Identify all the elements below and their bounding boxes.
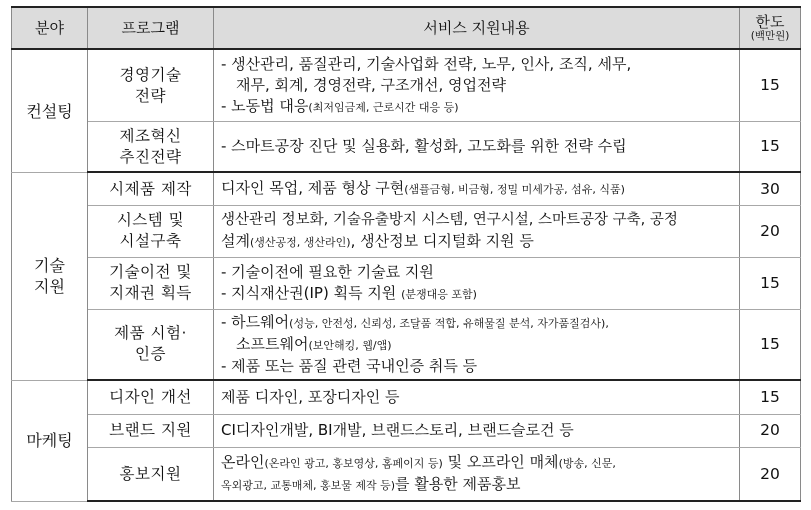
program-cell: [88, 309, 214, 380]
service-text: 설계: [221, 231, 250, 250]
table-row: [12, 257, 801, 309]
limit-value: 15: [740, 380, 801, 414]
service-note: (온라인 광고, 홍보영상, 홈페이지 등): [264, 457, 443, 471]
service-note: (분쟁대응 포함): [401, 287, 477, 301]
table-row: [12, 448, 801, 501]
program-cell: [88, 205, 214, 257]
service-text: - 제품 또는 품질 관련 국내인증 취득 등: [221, 356, 478, 375]
limit-value: 20: [740, 448, 801, 501]
program-label: 경영기술: [119, 65, 182, 84]
table-row: [12, 49, 801, 121]
field-tech: [12, 172, 88, 380]
table-row: [12, 172, 801, 205]
limit-value: 15: [740, 257, 801, 309]
field-consulting: 컨설팅: [12, 49, 88, 172]
limit-value: 20: [740, 414, 801, 448]
table-row: [12, 309, 801, 380]
service-cell: - 스마트공장 진단 및 실용화, 활성화, 고도화를 위한 전략 수립: [214, 121, 740, 172]
limit-value: 15: [740, 121, 801, 172]
service-text: 를 활용한 제품홍보: [395, 475, 521, 494]
service-text: 디자인 목업, 제품 형상 구현: [221, 179, 405, 198]
service-cell: [214, 448, 740, 501]
service-text: 온라인: [221, 453, 265, 472]
table-header-row: [12, 7, 801, 49]
service-text: - 지식재산권(IP) 획득 지원: [221, 283, 402, 302]
table-row: [12, 380, 801, 414]
service-cell: 제품 디자인, 포장디자인 등: [214, 380, 740, 414]
service-text: 생산관리 정보화, 기술유출방지 시스템, 연구시설, 스마트공장 구축, 공정: [221, 211, 678, 228]
header-field: 분야: [12, 7, 88, 49]
header-program: 프로그램: [88, 7, 214, 49]
program-cell: [88, 257, 214, 309]
service-note: (샘플금형, 비금형, 정밀 미세가공, 섬유, 식품): [404, 183, 625, 197]
service-cell: [214, 205, 740, 257]
program-cell: 홍보지원: [88, 448, 214, 501]
header-limit-unit: (백만원): [750, 30, 790, 43]
limit-value: 20: [740, 205, 801, 257]
program-label: 시스템 및: [116, 211, 185, 230]
service-cell: [214, 309, 740, 380]
program-label: 지재권 획득: [109, 284, 192, 303]
service-note: (성능, 안전성, 신뢰성, 조달품 적합, 유해물질 분석, 자가품질검사),: [289, 316, 609, 330]
table-row: [12, 414, 801, 448]
limit-value: 15: [740, 49, 801, 121]
service-note: 옥외광고, 교통매체, 홍보물 제작 등): [221, 479, 396, 493]
program-cell: [88, 49, 214, 121]
table-row: [12, 205, 801, 257]
service-text: - 생산관리, 품질관리, 기술사업화 전략, 노무, 인사, 조직, 세무,: [221, 54, 632, 73]
service-text: , 생산정보 디지털화 지원 등: [350, 231, 534, 250]
service-text: - 하드웨어: [221, 312, 290, 331]
program-label: 제조혁신: [119, 126, 182, 145]
service-text: 재무, 회계, 경영전략, 구조개선, 영업전략: [236, 75, 506, 94]
program-label: 추진전략: [119, 147, 182, 166]
service-text: - 기술이전에 필요한 기술료 지원: [221, 262, 434, 281]
program-label: 인증: [135, 345, 166, 364]
program-label: 기술이전 및: [109, 263, 192, 282]
program-cell: 시제품 제작: [88, 172, 214, 205]
program-label: 제품 시험·: [114, 324, 187, 343]
field-label: 지원: [34, 277, 65, 297]
support-program-table: [11, 6, 801, 502]
limit-value: 30: [740, 172, 801, 205]
program-cell: 디자인 개선: [88, 380, 214, 414]
service-text: - 노동법 대응: [221, 96, 309, 115]
service-cell: [214, 172, 740, 205]
program-label: 시설구축: [119, 232, 182, 251]
header-service: 서비스 지원내용: [214, 7, 740, 49]
header-limit: [740, 7, 801, 49]
program-label: 전략: [135, 86, 166, 105]
program-cell: [88, 121, 214, 172]
limit-value: 15: [740, 309, 801, 380]
service-text: 소프트웨어: [236, 334, 309, 353]
service-note: (생산공정, 생산라인): [249, 235, 351, 249]
service-note: (보안해킹, 웹/앱): [308, 338, 392, 352]
service-text: 및 오프라인 매체: [442, 453, 559, 472]
service-cell: CI디자인개발, BI개발, 브랜드스토리, 브랜드슬로건 등: [214, 414, 740, 448]
field-marketing: 마케팅: [12, 380, 88, 501]
service-note: (최저임금제, 근로시간 대응 등): [308, 100, 459, 114]
program-cell: 브랜드 지원: [88, 414, 214, 448]
service-note: (방송, 신문,: [558, 457, 616, 471]
field-label: 기술: [34, 256, 65, 276]
service-cell: [214, 49, 740, 121]
table-row: [12, 121, 801, 172]
service-cell: [214, 257, 740, 309]
header-limit-label: 한도: [755, 13, 785, 32]
